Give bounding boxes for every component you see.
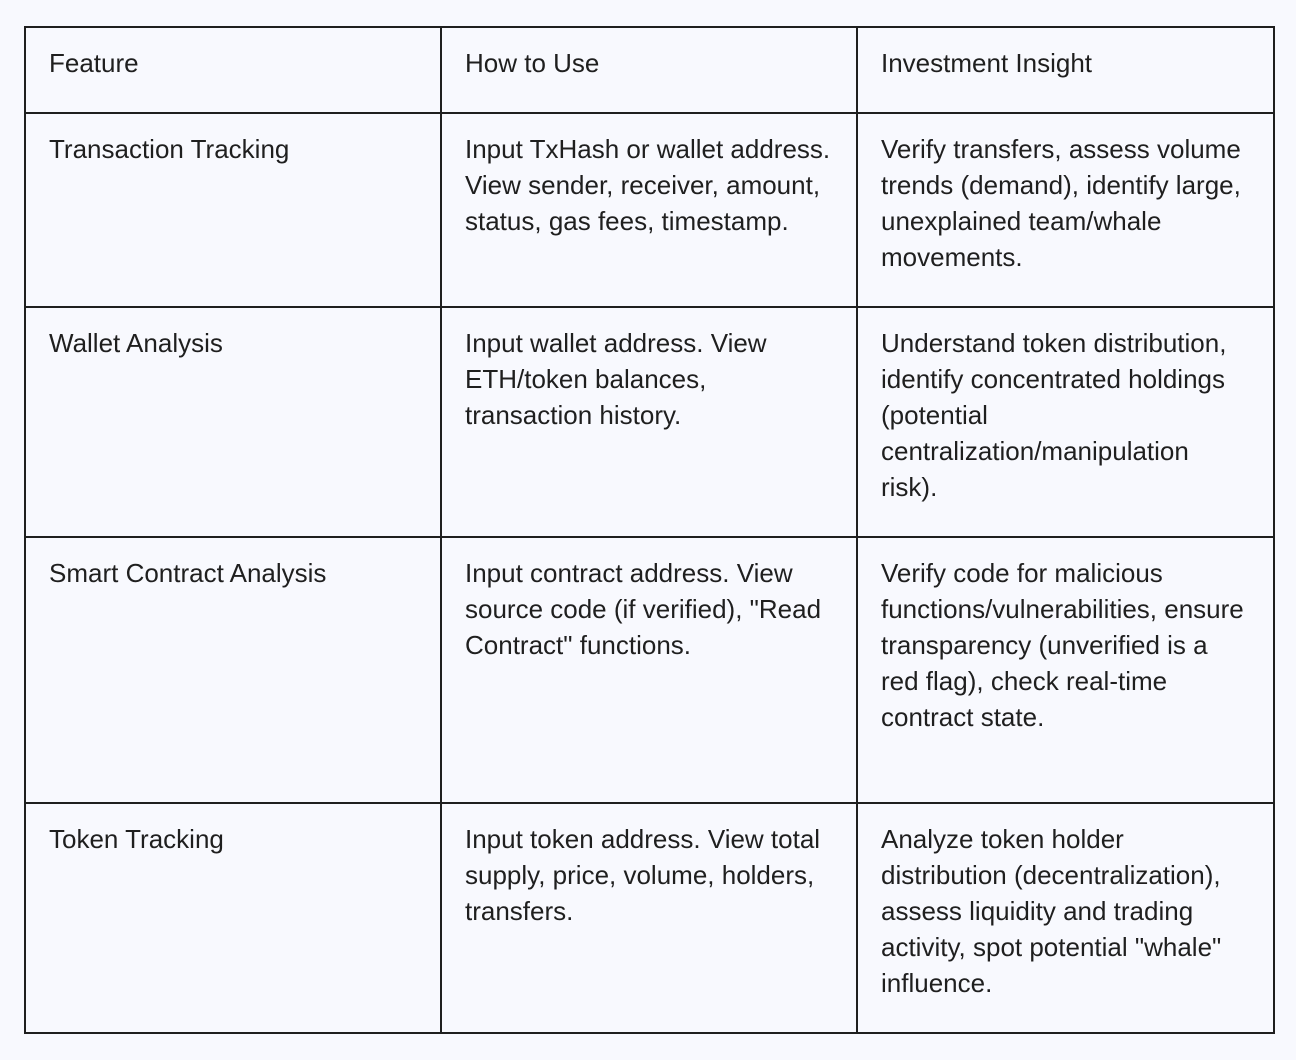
table-row — [25, 113, 1274, 307]
table-row — [25, 803, 1274, 1033]
cell-feature: Smart Contract Analysis — [25, 537, 441, 803]
header-investment-insight: Investment Insight — [857, 27, 1274, 113]
table-row — [25, 307, 1274, 537]
table-header-row — [25, 27, 1274, 113]
cell-investment-insight: Understand token distribution, identify concentrated holdings (potential centralization/manipulation risk). — [857, 307, 1274, 537]
cell-how-to-use: Input contract address. View source code (if verified), "Read Contract" functions. — [441, 537, 857, 803]
cell-investment-insight: Analyze token holder distribution (decentralization), assess liquidity and trading activity, spot potential "whale" influence. — [857, 803, 1274, 1033]
feature-table — [24, 26, 1275, 1034]
header-feature: Feature — [25, 27, 441, 113]
cell-investment-insight: Verify code for malicious functions/vulnerabilities, ensure transparency (unverified is a red flag), check real-time contract state. — [857, 537, 1274, 803]
cell-investment-insight: Verify transfers, assess volume trends (demand), identify large, unexplained team/whale movements. — [857, 113, 1274, 307]
cell-how-to-use: Input wallet address. View ETH/token balances, transaction history. — [441, 307, 857, 537]
table-row — [25, 537, 1274, 803]
cell-how-to-use: Input TxHash or wallet address. View sender, receiver, amount, status, gas fees, timestamp. — [441, 113, 857, 307]
cell-feature: Token Tracking — [25, 803, 441, 1033]
header-how-to-use: How to Use — [441, 27, 857, 113]
cell-feature: Wallet Analysis — [25, 307, 441, 537]
cell-how-to-use: Input token address. View total supply, price, volume, holders, transfers. — [441, 803, 857, 1033]
cell-feature: Transaction Tracking — [25, 113, 441, 307]
